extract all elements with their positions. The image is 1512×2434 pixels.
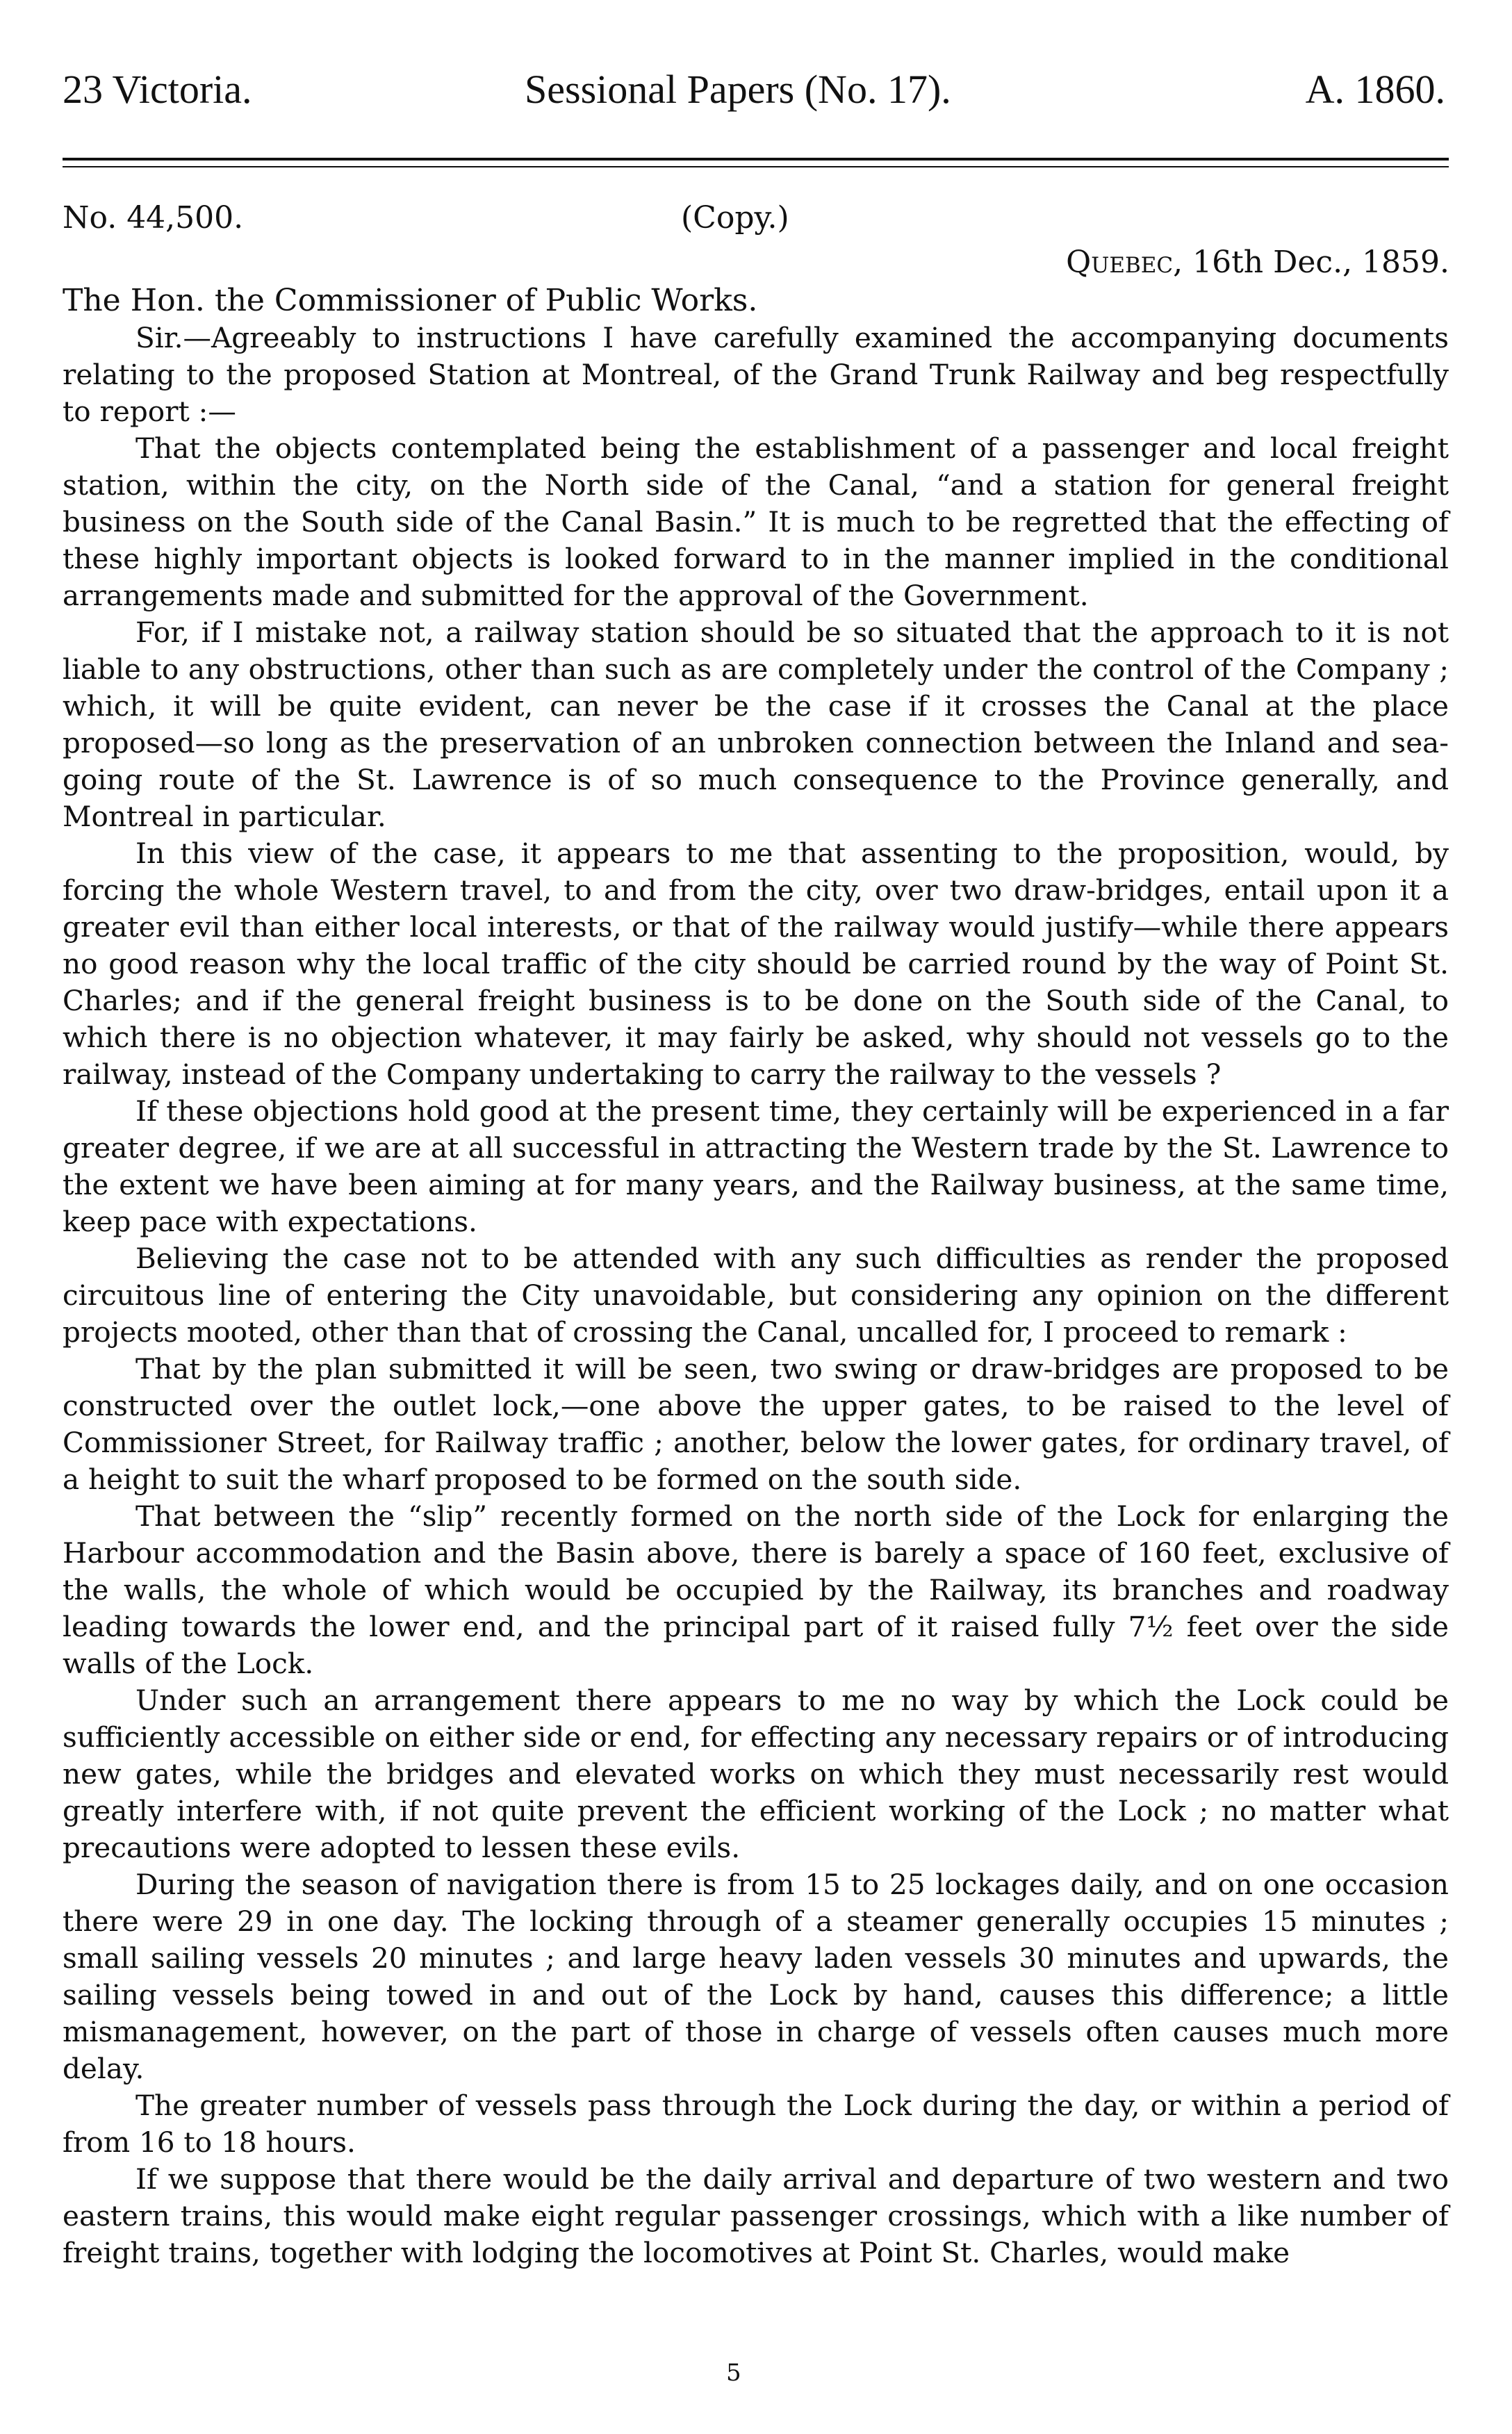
addressee: The Hon. the Commissioner of Public Works. xyxy=(63,283,758,318)
paragraph: The greater number of vessels pass through the Lock during the day, or within a period of from 16 to 18 hours. xyxy=(63,2089,1449,2159)
copy-label: (Copy.) xyxy=(681,200,789,236)
running-header xyxy=(63,66,1445,129)
header-rule-thick xyxy=(63,158,1449,161)
header-session: 23 Victoria. xyxy=(63,67,252,112)
paragraph: If we suppose that there would be the daily arrival and departure of two western and two eastern trains, this would make eight regular passenger crossings, which with a like number of freight trains, together with lodging the locomotives at Point St. Charles, would make xyxy=(63,2162,1449,2269)
paragraph: During the season of navigation there is from 15 to 25 lockages daily, and on one occasion there were 29 in one day. The locking through of a steamer generally occupies 15 minutes ; small sailing vessels 20 minutes ; and large heavy laden vessels 30 minutes and upwards, the sailing vessels being towed in and out of the Lock by hand, causes this difference; a little mismanagement, however, on the part of those in charge of vessels often causes much more delay. xyxy=(63,1868,1449,2085)
letter-body xyxy=(63,320,1449,2271)
header-year: A. 1860. xyxy=(1305,67,1445,112)
paragraph: That the objects contemplated being the establishment of a passenger and local freight station, within the city, on the North side of the Canal, “and a station for general freight business on the South side of the Canal Basin.” It is much to be regretted that the effecting of these highly important objects is looked forward to in the manner implied in the conditional arrangements made and submitted for the approval of the Government. xyxy=(63,431,1449,612)
paragraph: That between the “slip” recently formed on the north side of the Lock for enlarging the Harbour accommodation and the Basin above, there is barely a space of 160 feet, exclusive of the walls, the whole of which would be occupied by the Railway, its branches and roadway leading towards the lower end, and the principal part of it raised fully 7½ feet over the side walls of the Lock. xyxy=(63,1499,1449,1680)
dateline-date: 16th Dec., 1859. xyxy=(1192,245,1449,280)
letter-number: No. 44,500. xyxy=(63,200,244,236)
paragraph: In this view of the case, it appears to me that assenting to the proposition, would, by forcing the whole Western travel, to and from the city, over two draw-bridges, entail upon it a greater evil than either local interests, or that of the railway would justify—while there appears no good reason why the local traffic of the city should be carried round by the way of Point St. Charles; and if the general freight business is to be done on the South side of the Canal, to which there is no objection whatever, it may fairly be asked, why should not vessels go to the railway, instead of the Company undertaking to carry the railway to the vessels ? xyxy=(63,837,1449,1091)
paragraph: Believing the case not to be attended with any such difficulties as render the proposed circuitous line of entering the City unavoidable, but considering any opinion on the different projects mooted, other than that of crossing the Canal, uncalled for, I proceed to remark : xyxy=(63,1242,1449,1349)
page-number: 5 xyxy=(726,2359,741,2387)
header-title: Sessional Papers (No. 17). xyxy=(525,67,951,112)
paragraph: Under such an arrangement there appears to me no way by which the Lock could be sufficiently accessible on either side or end, for effecting any necessary repairs or of introducing new gates, while the bridges and elevated works on which they must necessarily rest would greatly interfere with, if not quite prevent the efficient working of the Lock ; no matter what precautions were adopted to lessen these evils. xyxy=(63,1684,1449,1864)
dateline-place: Quebec, xyxy=(1066,245,1183,280)
paragraph: That by the plan submitted it will be seen, two swing or draw-bridges are proposed to be constructed over the outlet lock,—one above the upper gates, to be raised to the level of Commissioner Street, for Railway traffic ; another, below the lower gates, for ordinary travel, of a height to suit the wharf proposed to be formed on the south side. xyxy=(63,1352,1449,1496)
letter-meta xyxy=(63,200,1449,249)
header-rule-thin xyxy=(63,166,1449,167)
paragraph: Sir.—Agreeably to instructions I have carefully examined the accompanying documents relating to the proposed Station at Montreal, of the Grand Trunk Railway and beg respectfully to report :— xyxy=(63,321,1449,428)
paragraph: If these objections hold good at the present time, they certainly will be experienced in a far greater degree, if we are at all successful in attracting the Western trade by the St. Lawrence to the extent we have been aiming at for many years, and the Railway business, at the same time, keep pace with expectations. xyxy=(63,1094,1449,1238)
dateline xyxy=(1066,245,1449,280)
paragraph: For, if I mistake not, a railway station should be so situated that the approach to it is not liable to any obstructions, other than such as are completely under the control of the Company ; which, it will be quite evident, can never be the case if it crosses the Canal at the place proposed—so long as the preservation of an unbroken connection between the Inland and sea-going route of the St. Lawrence is of so much consequence to the Province generally, and Montreal in particular. xyxy=(63,616,1449,833)
